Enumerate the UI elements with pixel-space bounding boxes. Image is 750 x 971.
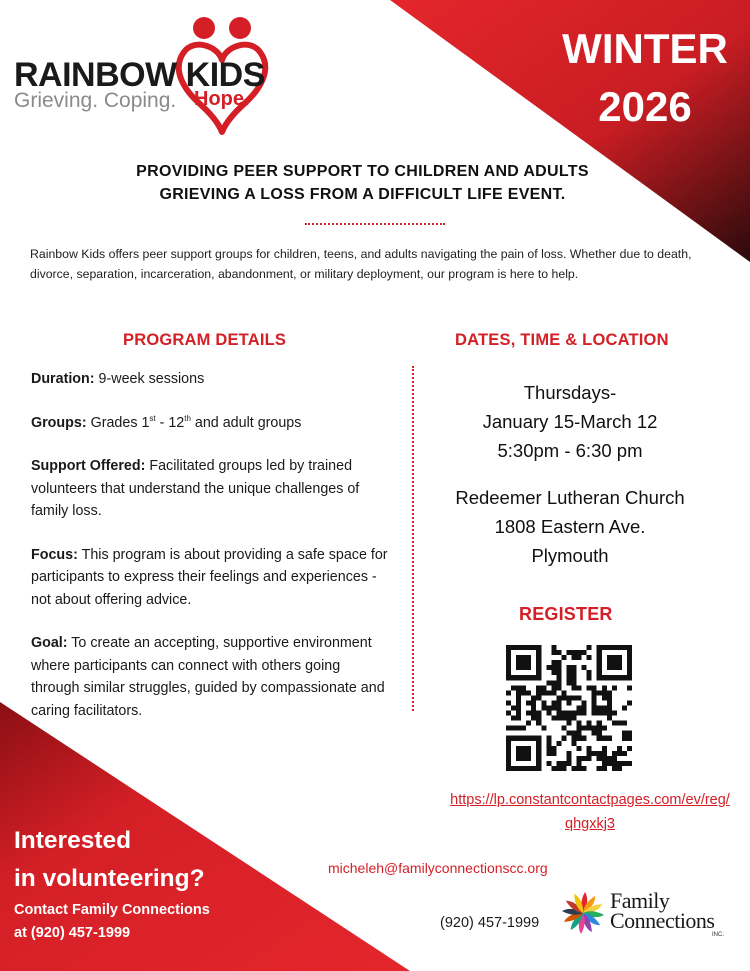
qr-code-icon[interactable]: [506, 645, 632, 771]
fc-line-2: Connections: [610, 908, 715, 933]
groups-value-c: and adult groups: [190, 414, 302, 431]
dates-day: Thursdays-: [523, 382, 617, 403]
location-city: Plymouth: [531, 545, 609, 566]
volunteer-line-1: Interested: [14, 827, 132, 854]
heading-line-2: GRIEVING A LOSS FROM A DIFFICULT LIFE EVENT.: [159, 186, 566, 203]
logo-hope: Hope.: [194, 88, 250, 110]
volunteer-heading: [14, 822, 205, 898]
volunteer-line-2: in volunteering?: [14, 865, 205, 892]
fc-inc: INC.: [712, 932, 724, 938]
groups-label: Groups:: [31, 414, 87, 431]
contact-phone: (920) 457-1999: [440, 915, 540, 931]
focus-value: This program is about providing a safe space for participants to express their feelings and experiences - not about offering advice.: [31, 546, 388, 608]
season-word: WINTER: [562, 25, 728, 72]
volunteer-line-4: at (920) 457-1999: [14, 925, 131, 941]
dates-title: DATES, TIME & LOCATION: [455, 331, 669, 349]
goal-item: [31, 632, 391, 722]
register-link[interactable]: https://lp.constantcontactpages.com/ev/reg/qhgxkj3: [450, 792, 730, 832]
goal-value: To create an accepting, supportive environment where participants can connect with others going through similar struggles, guided by compassionate and caring facilitators.: [31, 635, 385, 719]
support-item: [31, 455, 391, 523]
logo-kids: KIDS: [185, 56, 265, 94]
program-details-list: [31, 368, 391, 743]
duration-item: [31, 368, 391, 391]
season-label: [540, 20, 750, 136]
support-value: Facilitated groups led by trained volunteers that understand the unique challenges of family loss.: [31, 458, 360, 519]
groups-sup-th: th: [184, 413, 191, 423]
family-connections-pinwheel-icon: [560, 890, 606, 936]
register-title: REGISTER: [519, 604, 613, 624]
groups-value-a: Grades 1: [90, 414, 150, 431]
dates-block: [430, 378, 710, 465]
volunteer-contact: [14, 899, 210, 945]
support-label: Support Offered:: [31, 458, 146, 474]
focus-label: Focus:: [31, 546, 78, 563]
column-divider: [412, 366, 414, 711]
location-street: 1808 Eastern Ave.: [494, 516, 646, 537]
groups-value-b: - 12: [155, 414, 185, 431]
program-details-title: PROGRAM DETAILS: [123, 331, 287, 349]
dates-range: January 15-March 12: [482, 411, 658, 432]
goal-label: Goal:: [31, 635, 68, 651]
contact-email[interactable]: micheleh@familyconnectionscc.org: [328, 860, 548, 876]
main-heading: [90, 160, 635, 206]
focus-item: [31, 544, 391, 612]
groups-item: [31, 412, 391, 435]
groups-sup-st: st: [149, 413, 156, 423]
duration-label: Duration:: [31, 371, 95, 387]
volunteer-line-3: Contact Family Connections: [14, 902, 210, 918]
location-block: [430, 483, 710, 570]
intro-paragraph: Rainbow Kids offers peer support groups for children, teens, and adults navigating the pain of loss. Whether due to death, divorce, separation, incarceration, abandonment, or military deployment, our program is here to help.: [30, 247, 692, 281]
location-venue: Redeemer Lutheran Church: [455, 487, 685, 508]
family-connections-logo-text: [610, 888, 715, 933]
duration-value: 9-week sessions: [98, 371, 205, 387]
heading-line-1: PROVIDING PEER SUPPORT TO CHILDREN AND ADULTS: [136, 163, 589, 180]
dates-time: 5:30pm - 6:30 pm: [497, 440, 643, 461]
logo-tagline: Grieving. Coping.: [14, 89, 177, 112]
fc-line-1: Family: [610, 888, 670, 913]
dotted-divider: [305, 223, 445, 225]
season-year: 2026: [598, 83, 692, 130]
logo-rainbow: RAINBOW: [14, 56, 177, 94]
